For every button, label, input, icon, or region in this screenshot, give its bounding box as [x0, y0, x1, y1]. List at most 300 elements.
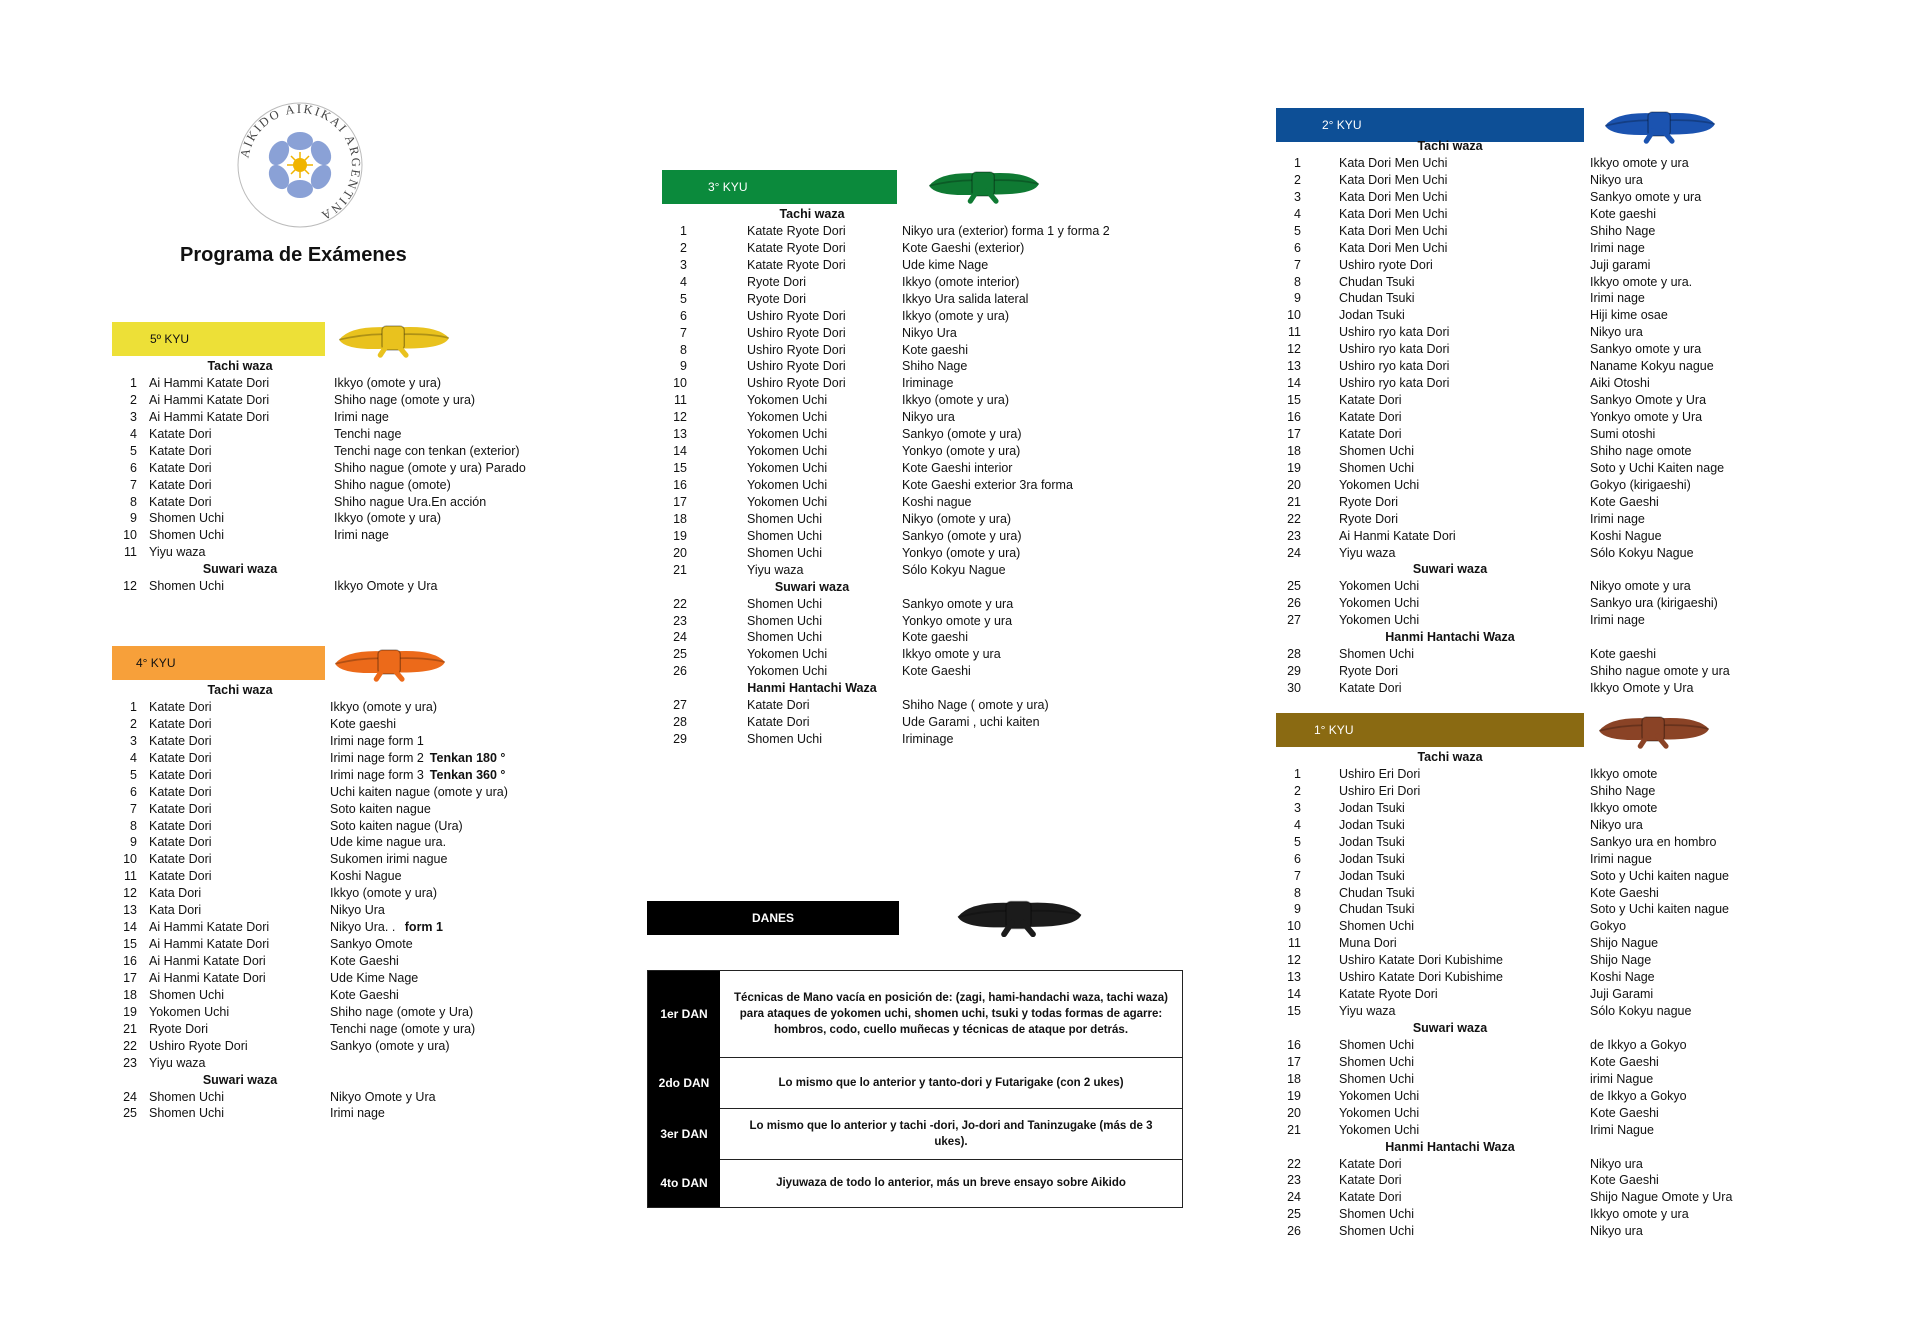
technique-name	[330, 801, 431, 818]
technique-row	[662, 545, 1142, 562]
technique-name	[1590, 240, 1645, 257]
technique-name-text: Ikkyo omote	[1590, 766, 1658, 781]
technique-number: 3	[130, 733, 137, 748]
technique-name	[330, 851, 447, 868]
technique-number: 16	[1287, 1037, 1301, 1052]
technique-name-text: Sankyo ura en hombro	[1590, 834, 1717, 849]
technique-name-text: Nikyo (omote y ura)	[902, 511, 1012, 526]
technique-row	[662, 325, 1142, 342]
technique-name-text: Irimi nage form 3	[330, 767, 424, 782]
technique-name-text: Yonkyo omote y ura	[902, 613, 1013, 628]
technique-row	[1276, 155, 1756, 172]
technique-row	[1276, 1088, 1756, 1105]
attack-name: Ryote Dori	[149, 1021, 209, 1036]
technique-row	[112, 1038, 572, 1055]
technique-name-text: Yonkyo omote y Ura	[1590, 410, 1703, 424]
technique-row	[1276, 646, 1756, 663]
technique-name-text: Ikkyo (omote y ura)	[902, 308, 1009, 323]
technique-name-text: Ikkyo (omote y ura)	[902, 393, 1009, 408]
technique-name-text: Nikyo ura (exterior) forma 1 y forma 2	[902, 223, 1110, 238]
technique-number: 3	[1294, 189, 1301, 204]
aikikai-logo	[235, 100, 365, 230]
technique-group-heading	[1276, 1020, 1756, 1037]
technique-name-text: Hiji kime osae	[1590, 308, 1668, 323]
attack-name: Kata Dori Men Uchi	[1339, 240, 1448, 255]
technique-row	[1276, 885, 1756, 902]
technique-name	[902, 291, 1028, 308]
technique-number: 2	[130, 716, 137, 731]
attack-name: Katate Dori	[1339, 410, 1402, 424]
technique-row	[1276, 545, 1756, 562]
technique-name	[902, 325, 957, 342]
technique-name-text: Sankyo omote y ura	[902, 596, 1014, 611]
attack-name: Ushiro ryo kata Dori	[1339, 325, 1450, 340]
attack-name: Katate Dori	[149, 699, 212, 714]
technique-name-text: Tenchi nage con tenkan (exterior)	[334, 443, 520, 458]
attack-name: Yokomen Uchi	[747, 461, 828, 476]
technique-number: 21	[1287, 1122, 1301, 1137]
technique-number: 7	[130, 477, 137, 492]
technique-row	[112, 1021, 572, 1038]
technique-number: 29	[1287, 664, 1301, 679]
technique-name	[330, 834, 446, 851]
technique-name	[334, 578, 438, 595]
technique-number: 1	[130, 375, 137, 390]
technique-name	[1590, 324, 1643, 341]
technique-row	[1276, 1206, 1756, 1223]
technique-row	[662, 409, 1142, 426]
technique-number: 9	[680, 359, 687, 374]
technique-name-text: Irimi Nague	[1590, 1122, 1654, 1137]
technique-number: 2	[1294, 783, 1301, 798]
technique-name	[1590, 952, 1651, 969]
technique-row	[1276, 868, 1756, 885]
technique-name	[1590, 817, 1643, 834]
technique-row	[1276, 274, 1756, 291]
technique-row	[112, 767, 572, 784]
technique-row	[1276, 935, 1756, 952]
technique-name	[330, 767, 505, 784]
technique-row	[662, 426, 1142, 443]
attack-name: Yokomen Uchi	[1339, 579, 1420, 594]
technique-name	[902, 731, 953, 748]
technique-row	[1276, 528, 1756, 545]
technique-number: 18	[1287, 1071, 1301, 1086]
technique-row	[112, 443, 572, 460]
technique-group-heading	[112, 561, 572, 578]
attack-name: Yiyu waza	[149, 545, 206, 560]
attack-name: Yiyu waza	[149, 1055, 206, 1070]
technique-name	[902, 257, 988, 274]
attack-name: Yokomen Uchi	[747, 647, 828, 662]
technique-name-text: Shiho nague omote y ura	[1590, 664, 1730, 679]
technique-name	[1590, 358, 1714, 375]
technique-number: 22	[1287, 511, 1301, 526]
technique-list	[1276, 749, 1756, 1240]
section-label: 1° KYU	[1314, 723, 1354, 737]
technique-name	[902, 392, 1009, 409]
technique-name	[334, 460, 526, 477]
technique-row	[662, 274, 1142, 291]
technique-name-text: Kote Gaeshi	[1590, 494, 1659, 509]
attack-name: Jodan Tsuki	[1339, 817, 1405, 832]
attack-name: Kata Dori	[149, 886, 202, 901]
technique-row	[1276, 223, 1756, 240]
technique-name	[1590, 189, 1701, 206]
technique-number: 25	[123, 1106, 137, 1121]
technique-row	[112, 919, 572, 936]
group-heading-text: Tachi waza	[207, 359, 273, 373]
attack-name: Katate Dori	[1339, 426, 1402, 441]
danes-header	[647, 901, 899, 935]
technique-name-text: Ude kime nague ura.	[330, 835, 447, 850]
technique-name	[1590, 1003, 1691, 1020]
technique-number: 2	[680, 240, 687, 255]
technique-name	[902, 477, 1073, 494]
technique-group-heading	[1276, 749, 1756, 766]
technique-name	[330, 750, 505, 767]
technique-number: 6	[1294, 851, 1301, 866]
technique-number: 25	[1287, 1207, 1301, 1222]
technique-number: 25	[1287, 579, 1301, 594]
attack-name: Kata Dori Men Uchi	[1339, 172, 1448, 187]
section-header-band	[112, 646, 325, 680]
attack-name: Yokomen Uchi	[747, 444, 828, 459]
technique-row	[662, 291, 1142, 308]
technique-name-text: Soto y Uchi kaiten nague	[1590, 902, 1729, 917]
technique-name	[334, 527, 389, 544]
group-heading-text: Suwari waza	[774, 579, 850, 594]
attack-name: Katate Dori	[149, 818, 212, 833]
technique-name	[1590, 612, 1645, 629]
technique-number: 10	[123, 528, 137, 543]
attack-name: Ushiro Katate Dori Kubishime	[1339, 970, 1503, 985]
technique-number: 19	[1287, 1088, 1301, 1103]
technique-number: 25	[673, 647, 687, 662]
attack-name: Muna Dori	[1339, 936, 1397, 951]
group-heading-text: Hanmi Hantachi Waza	[1385, 630, 1515, 645]
technique-name-text: Nikyo ura	[1590, 1224, 1643, 1239]
attack-name: Yokomen Uchi	[747, 478, 828, 492]
technique-name	[330, 936, 413, 953]
technique-number: 10	[1287, 919, 1301, 934]
technique-row	[662, 308, 1142, 325]
technique-number: 13	[123, 903, 137, 918]
technique-number: 13	[1287, 970, 1301, 985]
technique-list	[1276, 138, 1756, 697]
technique-row	[1276, 1189, 1756, 1206]
technique-row	[1276, 766, 1756, 783]
technique-name-text: Ikkyo omote y ura	[1590, 155, 1689, 170]
technique-number: 21	[123, 1021, 137, 1036]
technique-number: 8	[680, 342, 687, 357]
section-label: 3° KYU	[708, 180, 748, 194]
technique-number: 23	[1287, 528, 1301, 543]
technique-name-text: Nikyo Ura	[902, 325, 957, 340]
technique-name-text: Sankyo Omote	[330, 937, 413, 952]
technique-name	[330, 699, 437, 716]
attack-name: Yokomen Uchi	[149, 1004, 230, 1019]
attack-name: Ushiro ryo kata Dori	[1339, 359, 1450, 374]
technique-name-text: Tenchi nage	[334, 426, 402, 441]
technique-name-text: Juji garami	[1590, 257, 1651, 272]
technique-name-text: Ikkyo omote y ura	[902, 647, 1001, 662]
technique-name	[1590, 1223, 1643, 1240]
technique-group-heading	[662, 206, 1142, 223]
technique-number: 22	[673, 596, 687, 611]
technique-name-text: Gokyo (kirigaeshi)	[1590, 477, 1691, 492]
technique-name-text: Ikkyo (omote y ura)	[334, 511, 441, 526]
section-label: 5º KYU	[150, 332, 190, 346]
technique-number: 15	[673, 461, 687, 476]
technique-name-text: Tenchi nage (omote y ura)	[330, 1021, 476, 1036]
technique-number: 17	[673, 494, 687, 509]
technique-row	[1276, 612, 1756, 629]
technique-row	[112, 426, 572, 443]
technique-name	[330, 784, 508, 801]
technique-name-text: Iriminage	[902, 732, 954, 747]
technique-name	[902, 511, 1011, 528]
technique-row	[112, 733, 572, 750]
dan-requirements: Lo mismo que lo anterior y tachi -dori, Jo-dori and Taninzugake (más de 3 ukes).	[749, 1119, 1153, 1148]
attack-name: Katate Ryote Dori	[747, 257, 846, 272]
technique-name	[902, 494, 972, 511]
technique-row	[1276, 680, 1756, 697]
technique-row	[662, 646, 1142, 663]
attack-name: Shomen Uchi	[1339, 919, 1415, 934]
technique-number: 3	[680, 257, 687, 272]
technique-name-text: Sumi otoshi	[1590, 426, 1656, 441]
technique-name-text: Nikyo ura	[1590, 172, 1643, 187]
technique-row	[1276, 969, 1756, 986]
technique-number: 22	[123, 1038, 137, 1053]
attack-name: Ai Hammi Katate Dori	[149, 392, 270, 407]
technique-number: 11	[124, 545, 137, 560]
technique-name-text: Shiho nague Ura.En acción	[334, 494, 487, 509]
attack-name: Ushiro Ryote Dori	[747, 342, 846, 357]
technique-number: 14	[1287, 987, 1301, 1002]
technique-name-text: Kote Gaeshi	[330, 954, 399, 968]
technique-number: 17	[1287, 426, 1301, 441]
technique-name	[1590, 680, 1694, 697]
technique-name-text: de Ikkyo a Gokyo	[1590, 1037, 1687, 1052]
dan-level-label: 2do DAN	[648, 1057, 720, 1108]
technique-name	[334, 494, 486, 511]
technique-row	[662, 223, 1142, 240]
technique-name-text: Ikkyo Omote y Ura	[334, 579, 438, 594]
technique-name-text: Ikkyo Omote y Ura	[1590, 681, 1694, 695]
technique-name-text: Shiho nague (omote y ura) Parado	[334, 460, 526, 475]
technique-name-text: Ikkyo Ura salida lateral	[902, 291, 1029, 306]
technique-number: 2	[130, 392, 137, 407]
technique-name-text: Irimi nage	[1590, 240, 1645, 255]
technique-name-text: Nikyo ura	[1590, 817, 1643, 832]
attack-name: Shomen Uchi	[747, 545, 823, 560]
technique-number: 15	[1287, 1004, 1301, 1019]
technique-name	[902, 629, 968, 646]
technique-name-text: Shiho Nage	[902, 359, 968, 374]
technique-number: 26	[1287, 596, 1301, 611]
technique-name	[1590, 935, 1658, 952]
attack-name: Shomen Uchi	[747, 613, 823, 628]
technique-number: 6	[130, 784, 137, 799]
technique-name	[330, 1038, 450, 1055]
attack-name: Shomen Uchi	[747, 528, 823, 543]
technique-name-text: Irimi nage	[1590, 613, 1645, 628]
technique-row	[1276, 834, 1756, 851]
technique-number: 11	[124, 869, 137, 884]
technique-name-text: Juji Garami	[1590, 987, 1654, 1002]
attack-name: Katate Dori	[149, 835, 212, 850]
technique-name-text: Irimi nage	[1590, 291, 1645, 306]
svg-text:AIKIDO AIKIKAI ARGENTINA: AIKIDO AIKIKAI ARGENTINA	[237, 101, 364, 224]
technique-number: 8	[130, 494, 137, 509]
technique-name	[902, 375, 953, 392]
technique-note-bold: form 1	[404, 920, 443, 935]
dan-level-label: 1er DAN	[648, 971, 720, 1057]
technique-name	[1590, 392, 1706, 409]
technique-name-text: Shiho nage (omote y ura)	[334, 392, 476, 407]
attack-name: Katate Dori	[149, 767, 212, 782]
attack-name: Shomen Uchi	[747, 732, 823, 747]
technique-name-text: Irimi nage form 1	[330, 733, 424, 748]
technique-name	[902, 358, 967, 375]
attack-name: Yokomen Uchi	[747, 427, 828, 442]
dan-requirements: Jiyuwaza de todo lo anterior, más un breve ensayo sobre Aikido	[776, 1177, 1126, 1189]
technique-row	[1276, 952, 1756, 969]
attack-name: Shomen Uchi	[1339, 1054, 1415, 1069]
technique-name	[902, 663, 971, 680]
attack-name: Chudan Tsuki	[1339, 274, 1415, 289]
technique-row	[662, 358, 1142, 375]
technique-name-text: Koshi Nague	[1590, 528, 1662, 543]
attack-name: Katate Dori	[149, 733, 212, 748]
attack-name: Katate Ryote Dori	[747, 223, 846, 238]
technique-group-heading	[1276, 561, 1756, 578]
group-heading-text: Hanmi Hantachi Waza	[747, 681, 877, 696]
technique-note-bold: Tenkan 180 °	[429, 750, 506, 765]
attack-name: Shomen Uchi	[149, 1106, 225, 1121]
technique-row	[662, 375, 1142, 392]
technique-name	[1590, 460, 1724, 477]
technique-name-text: Sankyo Omote y Ura	[1590, 393, 1707, 408]
technique-number: 4	[680, 274, 687, 289]
technique-name-text: irimi Nague	[1590, 1071, 1654, 1086]
attack-name: Shomen Uchi	[747, 511, 823, 526]
technique-number: 5	[130, 767, 137, 782]
technique-list	[112, 682, 572, 1122]
technique-row	[1276, 358, 1756, 375]
attack-name: Shomen Uchi	[747, 630, 823, 645]
technique-row	[662, 714, 1142, 731]
attack-name: Ryote Dori	[1339, 494, 1399, 509]
technique-number: 18	[123, 987, 137, 1002]
technique-row	[662, 342, 1142, 359]
technique-number: 24	[1287, 1190, 1301, 1205]
technique-number: 28	[1287, 647, 1301, 662]
attack-name: Katate Dori	[149, 443, 212, 458]
technique-name-text: Shiho Nage	[1590, 223, 1656, 238]
technique-name-text: Soto y Uchi Kaiten nage	[1590, 460, 1725, 475]
attack-name: Katate Dori	[149, 477, 212, 492]
technique-name	[1590, 1054, 1659, 1071]
group-heading-text: Suwari waza	[1412, 562, 1488, 577]
technique-row	[112, 834, 572, 851]
technique-row	[1276, 1003, 1756, 1020]
technique-row	[112, 936, 572, 953]
technique-name	[1590, 172, 1643, 189]
attack-name: Kata Dori Men Uchi	[1339, 206, 1448, 221]
technique-row	[112, 409, 572, 426]
green-belt-icon	[924, 164, 1044, 209]
technique-name-text: Irimi nage	[334, 528, 389, 543]
technique-row	[1276, 240, 1756, 257]
technique-name-text: Ikkyo omote y ura	[1590, 1207, 1689, 1222]
attack-name: Katate Dori	[1339, 1173, 1402, 1188]
technique-name	[902, 697, 1049, 714]
attack-name: Katate Dori	[1339, 681, 1402, 695]
technique-number: 5	[1294, 834, 1301, 849]
technique-row	[1276, 172, 1756, 189]
technique-name-text: Soto kaiten nague	[330, 801, 431, 816]
technique-name	[1590, 766, 1657, 783]
technique-name-text: Irimi nage	[330, 1106, 385, 1121]
technique-number: 30	[1287, 681, 1301, 695]
technique-number: 19	[123, 1004, 137, 1019]
technique-number: 7	[680, 325, 687, 340]
attack-name: Shomen Uchi	[149, 1089, 225, 1104]
technique-number: 1	[680, 223, 687, 238]
technique-name	[902, 308, 1009, 325]
attack-name: Shomen Uchi	[1339, 1207, 1415, 1222]
technique-number: 21	[673, 562, 687, 577]
technique-number: 26	[1287, 1224, 1301, 1239]
technique-number: 4	[1294, 817, 1301, 832]
technique-name-text: Sólo Kokyu Nague	[902, 562, 1006, 577]
technique-name	[1590, 646, 1656, 663]
technique-name-text: Gokyo	[1590, 919, 1627, 934]
group-heading-text: Suwari waza	[202, 562, 278, 577]
technique-name-text: Nikyo Ura. .	[330, 920, 399, 935]
attack-name: Katate Dori	[149, 869, 212, 884]
technique-name-text: Kote gaeshi	[1590, 206, 1657, 221]
technique-row	[112, 527, 572, 544]
technique-row	[662, 596, 1142, 613]
technique-name-text: Ikkyo (omote y ura)	[330, 699, 437, 714]
technique-number: 13	[1287, 359, 1301, 374]
technique-name-text: Ikkyo (omote y ura)	[330, 886, 437, 901]
technique-name-text: Irimi nage form 2	[330, 750, 424, 765]
technique-number: 22	[1287, 1156, 1301, 1171]
technique-name	[1590, 375, 1650, 392]
attack-name: Yokomen Uchi	[1339, 1122, 1420, 1137]
technique-number: 20	[1287, 1105, 1301, 1120]
technique-row	[1276, 257, 1756, 274]
technique-name	[334, 510, 441, 527]
technique-number: 28	[673, 715, 687, 730]
technique-name	[902, 562, 1006, 579]
technique-row	[1276, 663, 1756, 680]
technique-name	[1590, 409, 1702, 426]
technique-list	[662, 206, 1142, 748]
technique-row	[112, 851, 572, 868]
attack-name: Katate Dori	[747, 715, 810, 730]
group-heading-text: Tachi waza	[207, 683, 273, 697]
technique-row	[1276, 460, 1756, 477]
technique-row	[662, 562, 1142, 579]
technique-row	[112, 375, 572, 392]
technique-row	[1276, 1037, 1756, 1054]
